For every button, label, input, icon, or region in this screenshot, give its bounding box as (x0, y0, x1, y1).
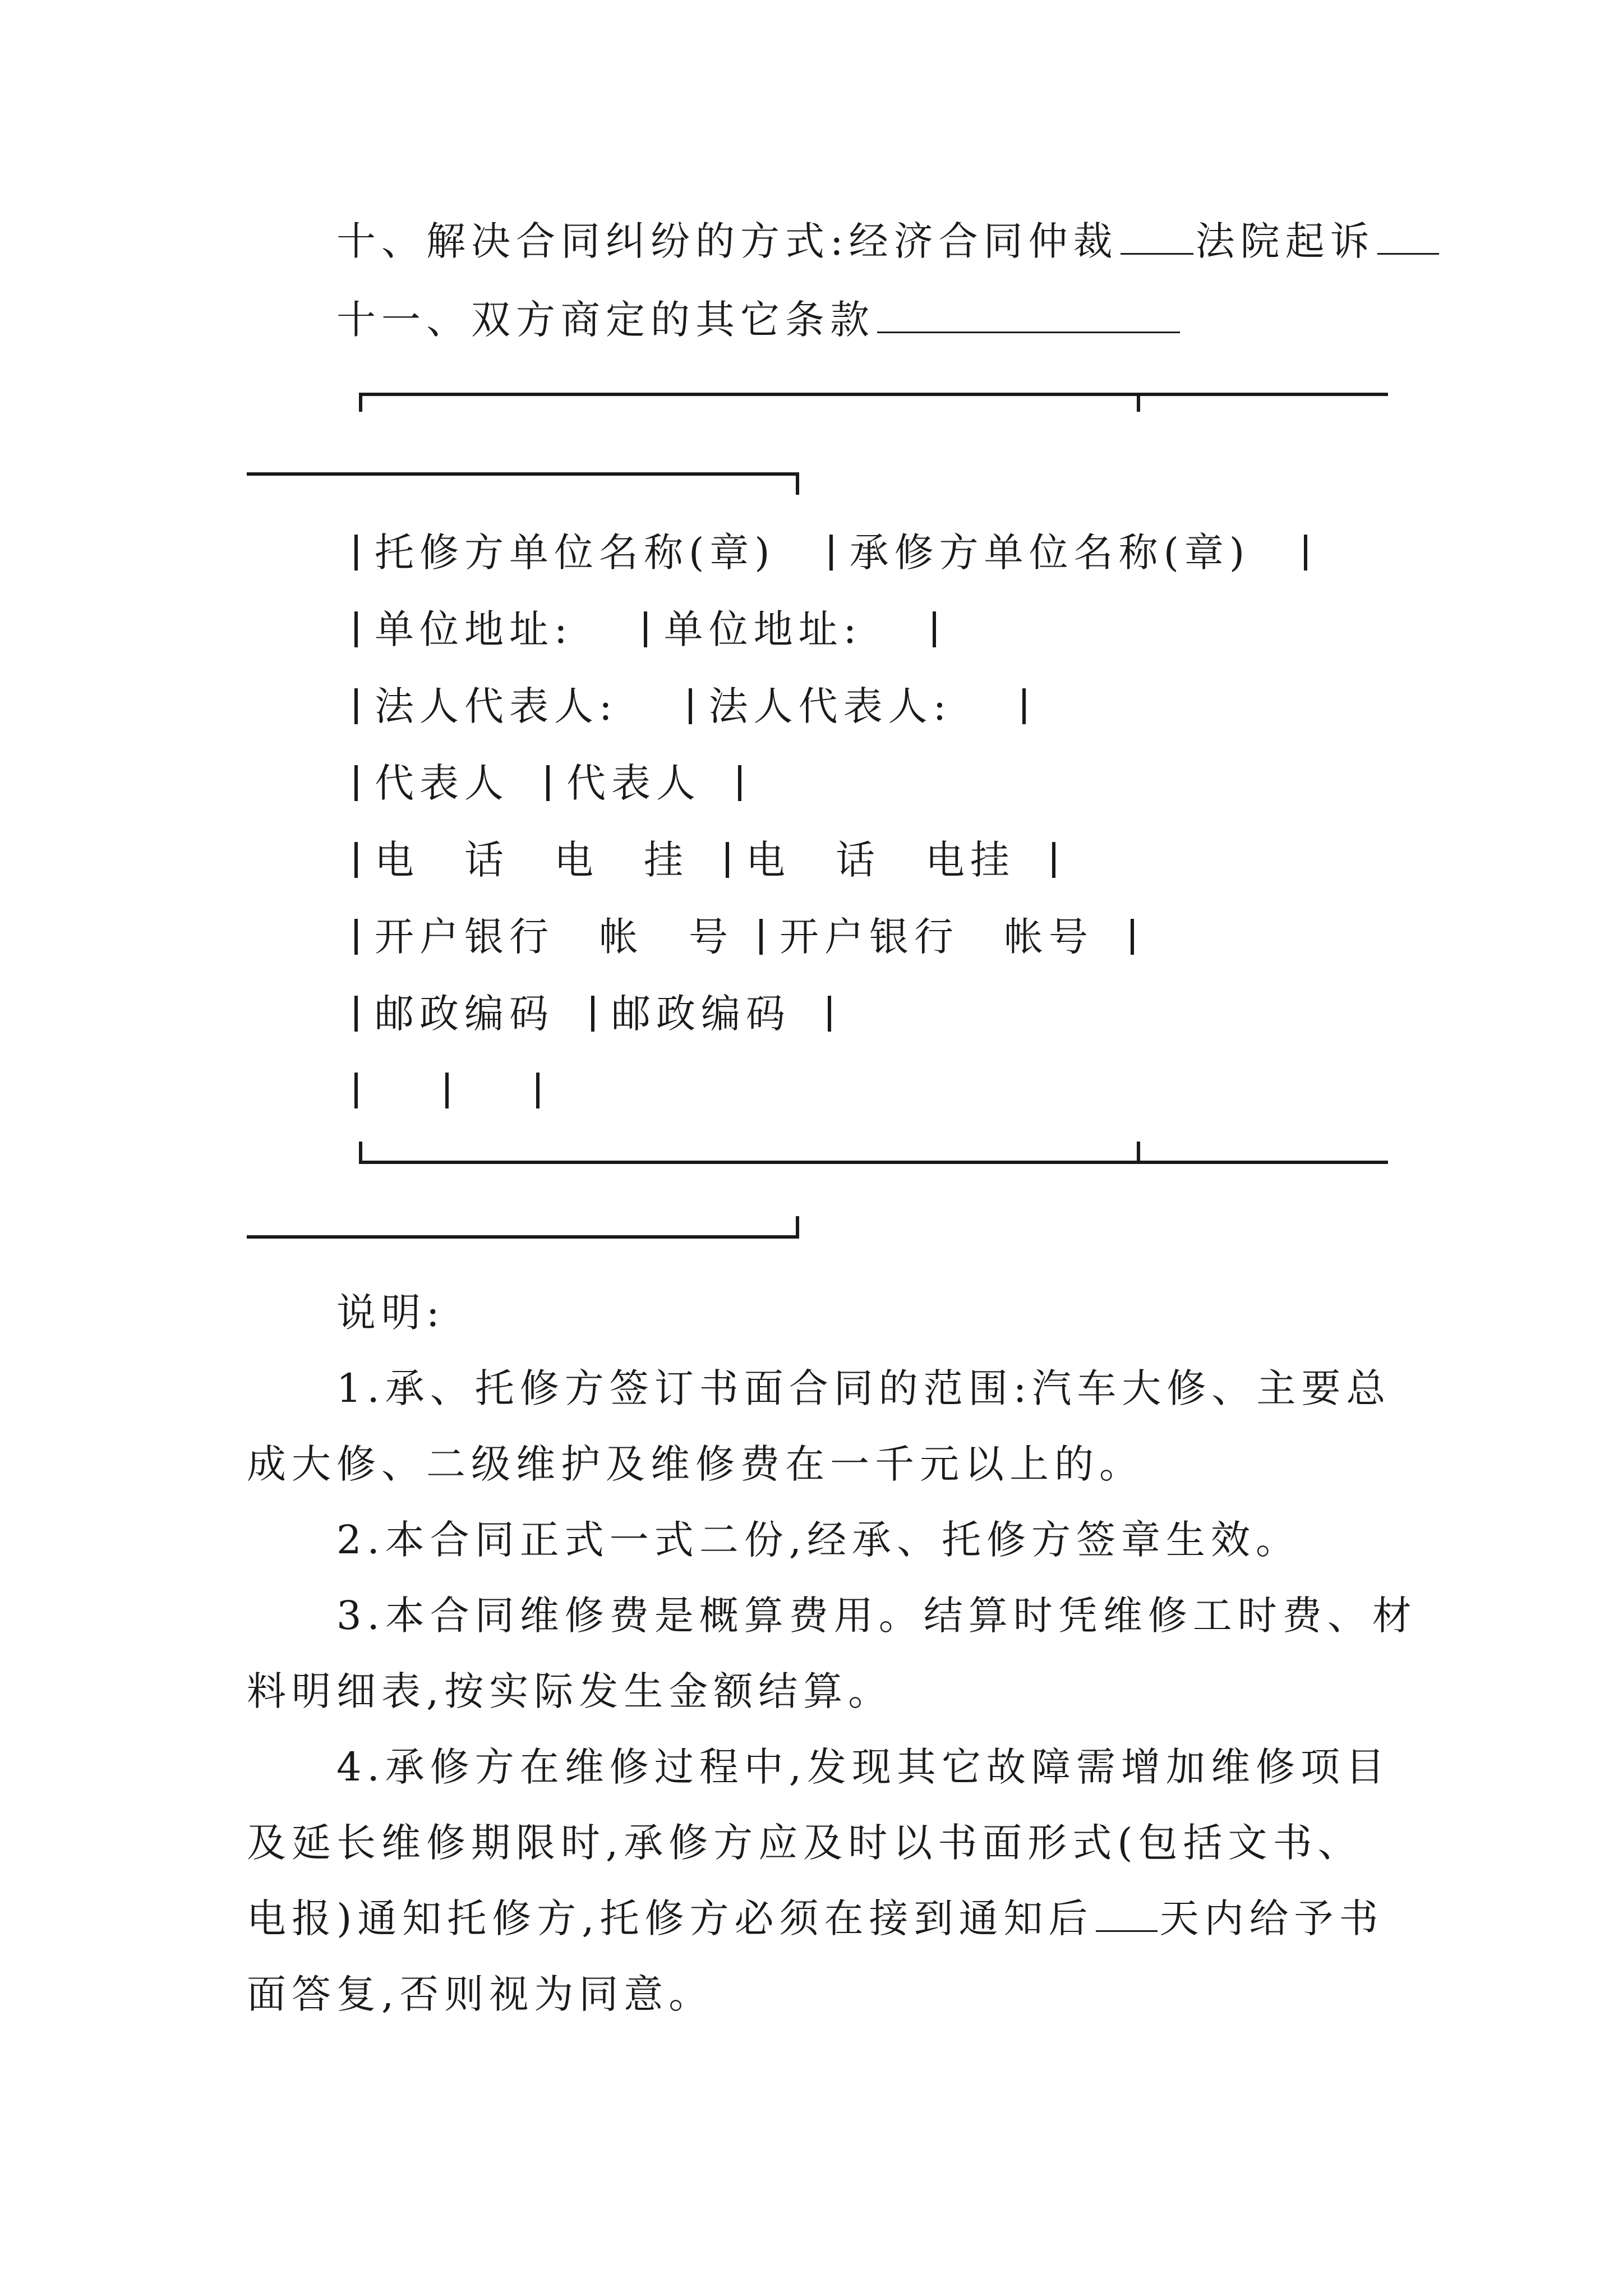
note-1-line-2: 成大修、二级维护及维修费在一千元以上的。 (247, 1441, 1144, 1487)
cell-divider (1304, 535, 1307, 570)
client-bank-label: 开户银行 帐 号 (375, 914, 734, 960)
note-4-line-4: 面答复,否则视为同意。 (247, 1971, 714, 2017)
cell-divider (591, 996, 594, 1032)
cell-divider (933, 611, 936, 647)
cell-divider (644, 611, 647, 647)
cell-divider (546, 765, 550, 801)
cell-divider (726, 842, 729, 878)
client-name-label: 托修方单位名称(章) (375, 530, 776, 576)
note-3-line-2: 料明细表,按实际发生金额结算。 (247, 1668, 893, 1714)
note-4-line-3 (247, 1893, 1384, 1944)
cell-divider (1052, 842, 1055, 878)
bottom-mid-tick (1137, 1142, 1140, 1164)
arbitration-option: 经济合同仲裁 (849, 218, 1118, 264)
top-right-tick (796, 472, 799, 495)
clause-10-label: 十、解决合同纠纷的方式 (336, 218, 830, 264)
cell-divider (354, 611, 358, 647)
table-row (354, 912, 1151, 962)
arbitration-blank (1121, 223, 1193, 255)
client-phone-label: 电 话 电 挂 (375, 837, 689, 883)
court-blank (1377, 223, 1439, 255)
cell-divider (828, 996, 831, 1032)
cell-divider (738, 765, 741, 801)
contractor-phone-label: 电 话 电挂 (746, 837, 1015, 883)
table-row (354, 1065, 556, 1116)
cell-divider (445, 1073, 449, 1108)
contractor-name-label: 承修方单位名称(章) (849, 530, 1251, 576)
cell-divider (1131, 919, 1134, 955)
contractor-legal-rep-label: 法人代表人: (708, 683, 952, 729)
contractor-representative-label: 代表人 (566, 760, 701, 806)
cell-divider (829, 535, 833, 570)
note-1-line-1: 1.承、托修方签订书面合同的范围:汽车大修、主要总 (336, 1365, 1391, 1411)
cell-divider (1022, 688, 1026, 724)
contractor-postcode-label: 邮政编码 (611, 991, 791, 1037)
cell-divider (354, 842, 358, 878)
clause-11-label: 十一、双方商定的其它条款 (336, 297, 875, 343)
cell-divider (689, 688, 692, 724)
note-2: 2.本合同正式一式二份,经承、托修方签章生效。 (336, 1517, 1301, 1563)
bottom-rule (359, 1161, 1388, 1164)
cell-divider (354, 919, 358, 955)
client-postcode-label: 邮政编码 (375, 991, 554, 1037)
court-option: 法院起诉 (1195, 218, 1375, 264)
note-4-line-2: 及延长维修期限时,承修方应及时以书面形式(包括文书、 (247, 1820, 1363, 1866)
contractor-bank-label: 开户银行 帐号 (780, 914, 1094, 960)
clause-10-colon: : (830, 218, 849, 264)
table-row (354, 988, 848, 1039)
top-left-tick (359, 393, 362, 412)
other-terms-blank (877, 301, 1180, 333)
note-4-line-3-end: 天内给予书 (1159, 1895, 1384, 1941)
client-representative-label: 代表人 (375, 760, 509, 806)
reply-days-blank (1096, 1900, 1158, 1932)
note-4-line-3-start: 电报)通知托修方,托修方必须在接到通知后 (247, 1895, 1094, 1941)
top-rule-wrap (247, 472, 799, 476)
table-row (354, 758, 758, 808)
cell-divider (759, 919, 763, 955)
top-mid-tick (1137, 393, 1140, 412)
notes-heading: 说明: (336, 1290, 445, 1336)
table-row (354, 604, 953, 655)
bottom-rule-wrap (247, 1235, 799, 1239)
cell-divider (536, 1073, 540, 1108)
cell-divider (354, 535, 358, 570)
cell-divider (354, 688, 358, 724)
clause-10 (336, 216, 1441, 266)
contractor-address-label: 单位地址: (663, 606, 863, 652)
note-3-line-1: 3.本合同维修费是概算费用。结算时凭维修工时费、材 (336, 1593, 1417, 1639)
cell-divider (354, 765, 358, 801)
note-4-line-1: 4.承修方在维修过程中,发现其它故障需增加维修项目 (336, 1744, 1391, 1790)
cell-divider (354, 996, 358, 1032)
client-legal-rep-label: 法人代表人: (375, 683, 618, 729)
top-rule (359, 393, 1388, 396)
table-row (354, 527, 1324, 578)
client-address-label: 单位地址: (375, 606, 573, 652)
table-row (354, 681, 1043, 731)
clause-11 (336, 295, 1182, 345)
table-row (354, 835, 1072, 885)
cell-divider (354, 1073, 358, 1108)
